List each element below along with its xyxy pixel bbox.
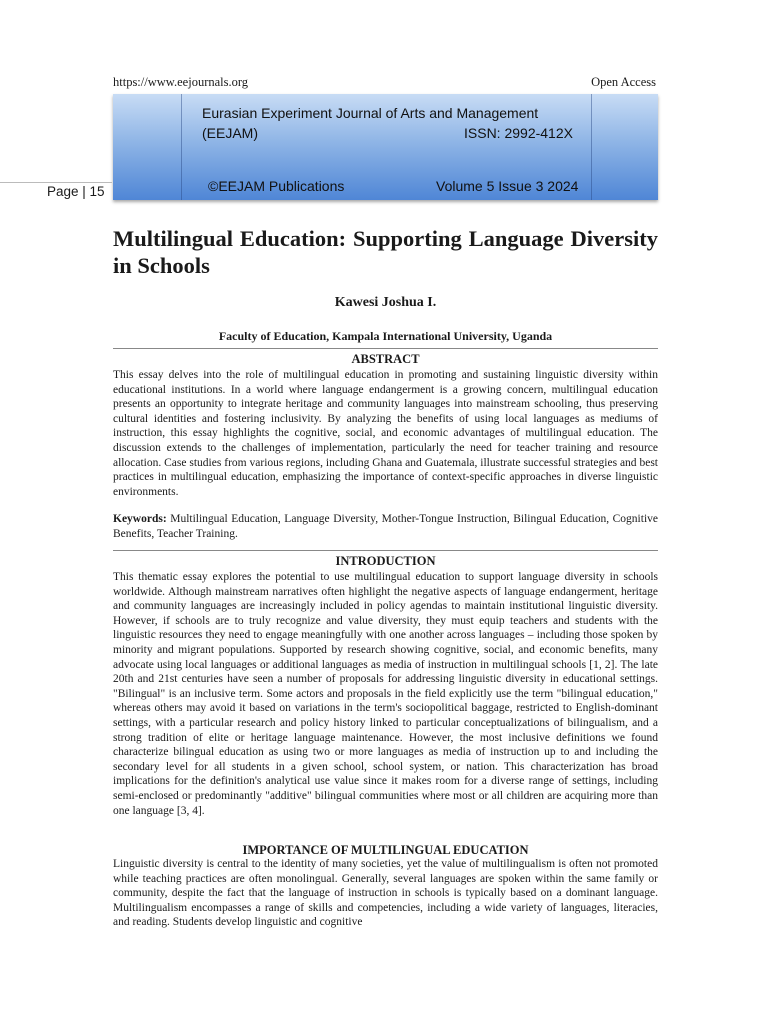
keywords-list: Multilingual Education, Language Diversity, Mother-Tongue Instruction, Bilingual Education, Cognitive Benefits, Teacher Training. (113, 513, 658, 540)
abstract-heading: ABSTRACT (351, 352, 420, 366)
journal-issn: ISSN: 2992-412X (464, 125, 573, 141)
page-number-rule (0, 182, 112, 183)
introduction-top-rule (113, 550, 658, 551)
introduction-heading: INTRODUCTION (335, 554, 436, 568)
banner-divider-right (591, 94, 592, 200)
author-name: Kawesi Joshua I. (334, 295, 437, 310)
page-number: Page | 15 (47, 184, 105, 199)
journal-abbrev: (EEJAM) (202, 125, 258, 141)
journal-name: Eurasian Experiment Journal of Arts and Management (202, 105, 539, 121)
author-affiliation: Faculty of Education, Kampala International University, Uganda (218, 329, 553, 343)
volume-label: Volume 5 Issue 3 2024 (436, 178, 579, 194)
keywords-label: Keywords: (113, 513, 167, 525)
abstract-top-rule (113, 348, 658, 349)
importance-heading: IMPORTANCE OF MULTILINGUAL EDUCATION (242, 843, 529, 857)
abstract-text: This essay delves into the role of multilingual education in promoting and sustaining linguistic diversity within educational institutions. In a world where language endangerment is a growing concern, multilingual education presents an opportunity to integrate heritage and community languages into mainstream schooling, thus preserving cultural identities and fostering inclusivity. By analyzing the benefits of using local languages as mediums of instruction, this essay highlights the cognitive, social, and economic advantages of multilingual education. The discussion extends to the challenges of implementation, particularly the need for teacher training and resource allocation. Case studies from various regions, including Ghana and Guatemala, illustrate successful strategies and best practices in multilingual education, emphasizing the importance of context-specific approaches in diverse linguistic environments. (113, 369, 658, 498)
journal-banner (113, 94, 658, 200)
open-access-label: Open Access (591, 75, 656, 89)
publisher-label: ©EEJAM Publications (208, 178, 345, 194)
keywords-paragraph (113, 512, 658, 541)
introduction-text: This thematic essay explores the potential to use multilingual education to support language diversity in schools worldwide. Although mainstream narratives often highlight the negative aspects of language endangerment, heritage and community languages are increasingly included in policy agendas to maintain institutional linguistic diversity. However, if schools are to truly recognize and value diversity, they must equip teachers and students with the linguistic resources they need to engage meaningfully with one another across languages – including those spoken by minority and migrant populations. Supported by research showing cognitive, social, and economic benefits, many advocate using local languages or additional languages as media of instruction in multilingual schools [1, 2]. The late 20th and 21st centuries have seen a number of proposals for addressing linguistic diversity in educational settings. "Bilingual" is an inclusive term. Some actors and proposals in the field explicitly use the term "bilingual education," whereas others may avoid it based on variations in the term's sociopolitical baggage, restricted to English-dominant settings, with a particular research and policy history linked to particular conceptualizations of bilingualism, and a strong tradition of elite or heritage language maintenance. However, the most inclusive definitions we found characterize bilingual education as using two or more languages as media of instruction up to and including the secondary level for all students in a given school, school system, or nation. This characterization has broad implications for the definition's analytical use value since it makes room for a diverse range of settings, including semi-enclosed or predominantly "additive" bilingual communities where most or all children are acquiring more than one language [3, 4]. (113, 571, 658, 817)
banner-divider-left (181, 94, 182, 200)
importance-text: Linguistic diversity is central to the identity of many societies, yet the value of multilingualism is often not promoted while teaching practices are often monolingual. Generally, several languages are spoken within the same family or community, despite the fact that the language of instruction in schools is typically based on a dominant language. Multilingualism encompasses a range of skills and competencies, including a wide variety of languages, literacies, and reading. Students develop linguistic and cognitive (113, 858, 658, 929)
article-title: Multilingual Education: Supporting Language Diversity in Schools (113, 226, 658, 278)
journal-url[interactable]: https://www.eejournals.org (113, 75, 249, 89)
